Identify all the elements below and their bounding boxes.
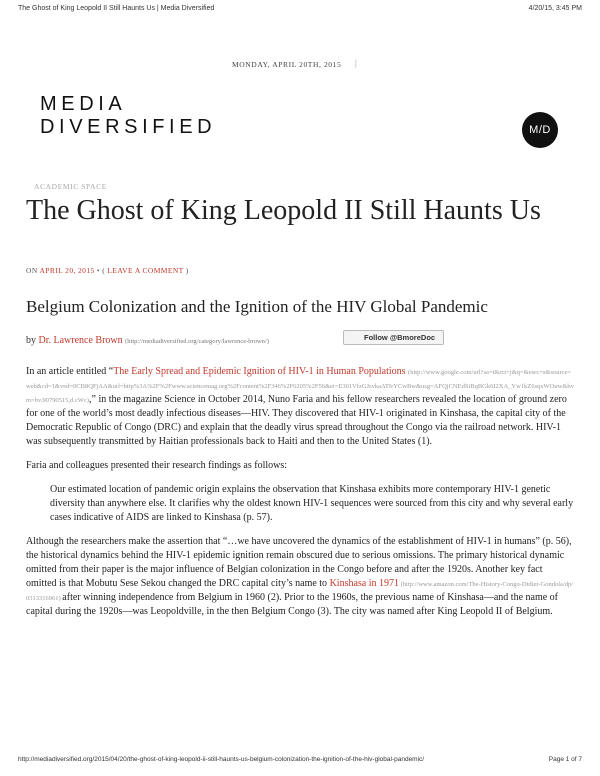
blockquote: Our estimated location of pandemic origin explains the observation that Kinshasa exhibits more contemporary HIV-1 genetic diversity than anywhere else. It clarifies why the oldest known HIV-1 sequences were sourced from this city and why several early cases indicative of AIDS are linked to Kinshasa (p. 57). xyxy=(50,484,574,523)
article-title: The Ghost of King Leopold II Still Haunts Us xyxy=(26,195,541,226)
p1-text-b: ,” in the magazine Science in October 2014, Nuno Faria and his fellow researchers revealed the location of ground zero for one of the world’s most deadly infectious diseases—HIV. They discovered that HIV-1 originated in Kinshasa, the capital city of the Democratic Republic of Congo (DRC) and explain that the deadly virus spread throughout the Congo via the railroad network. HIV-1 was subsequently transmitted by Haitian professionals back to Haiti and then to the United States (1). xyxy=(26,394,567,447)
article-category-link[interactable]: ACADEMIC SPACE xyxy=(34,182,107,191)
byline-sep: • ( xyxy=(94,266,108,275)
article-byline xyxy=(26,266,189,275)
follow-button[interactable]: Follow @BmoreDoc xyxy=(343,330,444,345)
print-footer-page: Page 1 of 7 xyxy=(548,756,582,763)
leave-comment-link[interactable]: LEAVE A COMMENT xyxy=(107,266,184,275)
print-header-title: The Ghost of King Leopold II Still Haunts Us | Media Diversified xyxy=(18,5,215,12)
print-footer-url: http://mediadiversified.org/2015/04/20/the-ghost-of-king-leopold-ii-still-haunts-us-belgium-colonization-the-ignition-of-the-hiv-global-pandemic/ xyxy=(18,756,425,763)
science-article-link[interactable]: The Early Spread and Epidemic Ignition of HIV-1 in Human Populations xyxy=(113,366,406,377)
paragraph-1 xyxy=(26,365,574,449)
print-header-timestamp: 4/20/15, 3:45 PM xyxy=(528,5,582,12)
paragraph-2: Faria and colleagues presented their research findings as follows: xyxy=(26,460,288,471)
site-logo[interactable] xyxy=(40,93,216,139)
byline-prefix: ON xyxy=(26,266,40,275)
kinshasa-url: (http://www.amazon.com/The-History-Congo-Didier-Gondola/dp/0313316961) xyxy=(26,581,574,602)
p3-text-b: after winning independence from Belgium in 1960 (2). Prior to the 1960s, the previous name of Kinshasa—and the name of capital during the 1920s—was Leopoldville, in the then Belgium Congo (3). The city was named after King Leopold II of Belgium. xyxy=(26,592,559,617)
author-url: (http://mediadiversified.org/category/lawrence-brown/) xyxy=(125,338,269,345)
author-link[interactable]: Dr. Lawrence Brown xyxy=(38,335,123,346)
p1-text-a: In an article entitled “ xyxy=(26,366,114,377)
paragraph-3 xyxy=(26,535,574,619)
science-article-url: (http://www.google.com/url?sa=t&rct=j&q=&esrc=s&source=web&cd=1&ved=0CB8QFjAA&url=http%3A%2F%2Fwww.sciencemag.org%2Fcontent%2F346%2F6205%2F56&ei=E301VfzGJsvkaATIrYCwBw&usg=AFQjCNEdSiBqBGk6I2XA_Yw1kZ6sqxWOuw&bvm=bv.90790515,d.cWc) xyxy=(26,369,574,404)
byline-suffix: ) xyxy=(183,266,189,275)
article-body xyxy=(26,365,574,629)
author-prefix: by xyxy=(26,335,39,346)
p3-text-a: Although the researchers make the assertion that “…we have uncovered the dynamics of the establishment of HIV-1 in humans” (p. 56), the historical dynamics behind the HIV-1 epidemic ignition remain obscured due to serious omissions. The primary historical dynamic omitted from their paper is the major influence of Belgian colonization in the Congo before and after the 1920s. Another key fact omitted is that Mobutu Sese Sekou changed the DRC capital city’s name to xyxy=(26,536,572,589)
masthead-separator: | xyxy=(355,58,357,68)
author-line xyxy=(26,335,269,346)
kinshasa-link[interactable]: Kinshasa in 1971 xyxy=(329,578,400,589)
logo-line-2: DIVERSIFIED xyxy=(40,116,217,138)
logo-line-1: MEDIA xyxy=(40,93,127,115)
masthead-date: MONDAY, APRIL 20TH, 2015 xyxy=(232,60,342,69)
article-subtitle: Belgium Colonization and the Ignition of the HIV Global Pandemic xyxy=(26,297,488,316)
byline-date-link[interactable]: APRIL 20, 2015 xyxy=(39,266,95,275)
md-badge-icon[interactable]: M/D xyxy=(522,112,558,148)
